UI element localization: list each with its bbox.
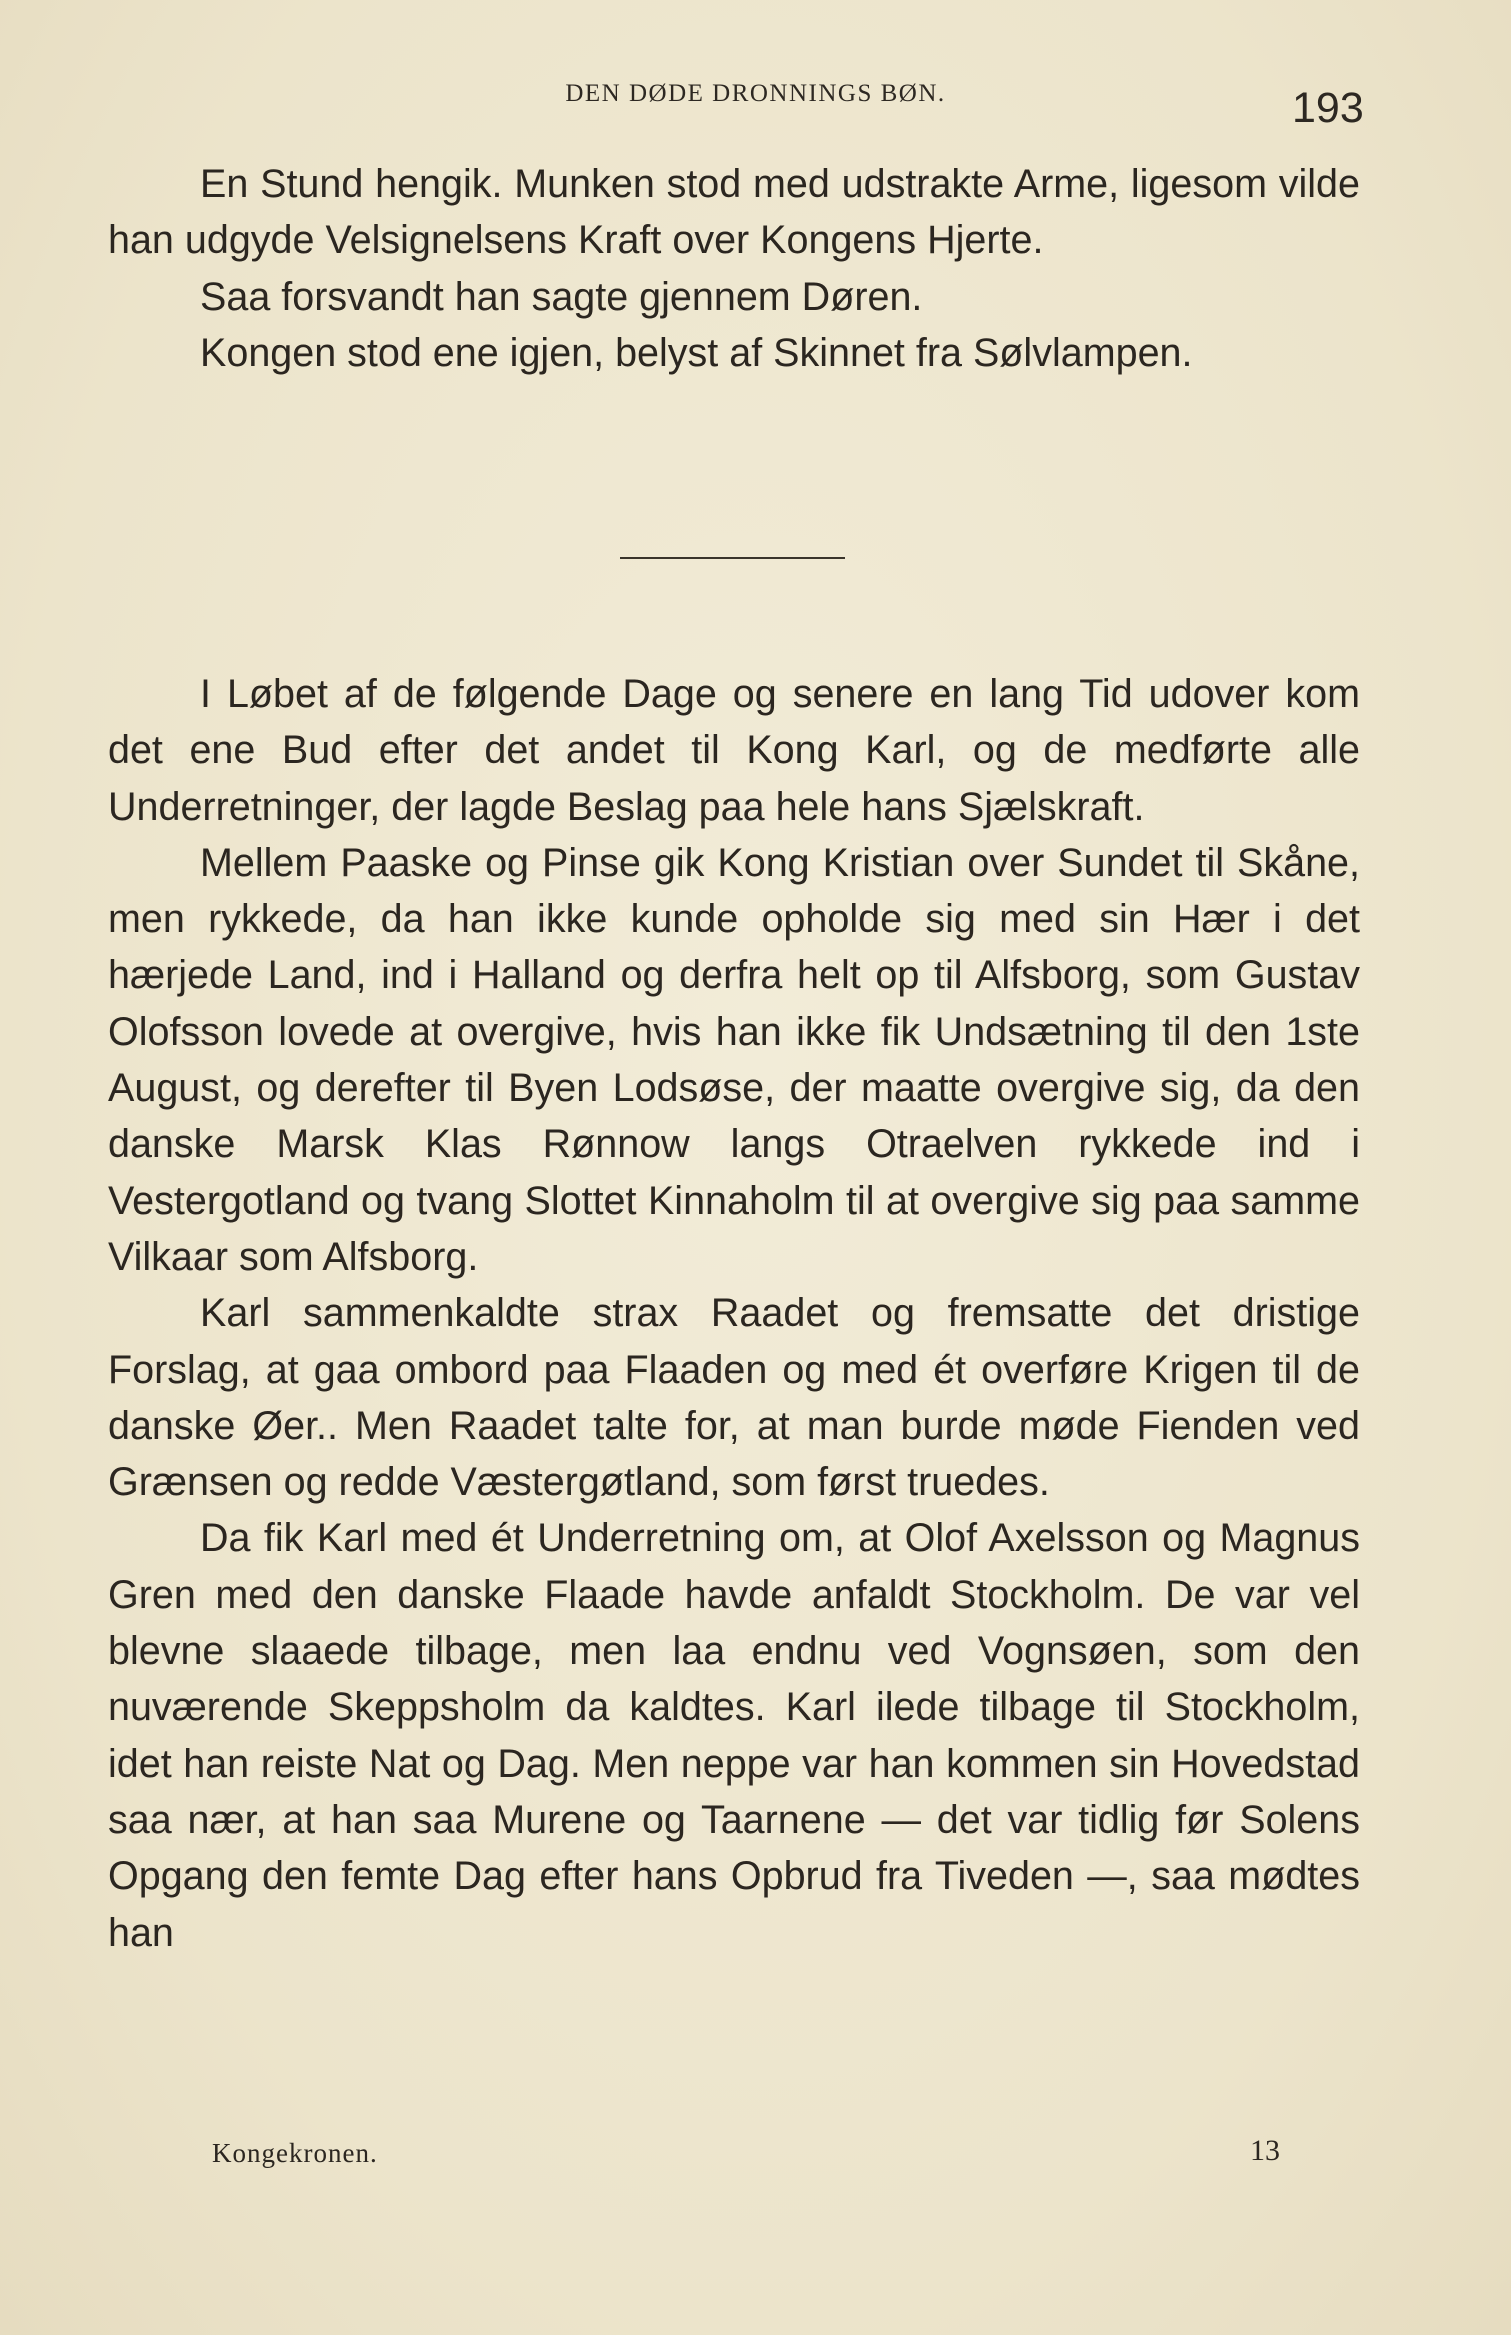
paragraph: Da fik Karl med ét Underretning om, at Olof Axelsson og Magnus Gren med den danske Flaade havde anfaldt Stockholm. De var vel blevne slaaede tilbage, men laa endnu ved Vognsøen, som den nuværende Skeppsholm da kaldtes. Karl ilede tilbage til Stockholm, idet han reiste Nat og Dag. Men neppe var han kommen sin Hovedstad saa nær, at han saa Murene og Taarnene — det var tidlig før Solens Opgang den femte Dag efter hans Opbrud fra Tiveden —, saa mødtes han [108, 1516, 1360, 1955]
paragraph: En Stund hengik. Munken stod med udstrakte Arme, ligesom vilde han udgyde Velsignelsens Kraft over Kongens Hjerte. [108, 162, 1360, 263]
paragraph: Saa forsvandt han sagte gjennem Døren. [200, 274, 923, 319]
paragraph: Karl sammenkaldte strax Raadet og fremsatte det dristige Forslag, at gaa ombord paa Flaaden og med ét overføre Krigen til de danske Øer.. Men Raadet talte for, at man burde møde Fienden ved Grænsen og redde Væstergøtland, som først truedes. [108, 1291, 1360, 1505]
page-number: 193 [1292, 84, 1364, 132]
section-divider [620, 557, 845, 559]
signature-title: Kongekronen. [212, 2138, 378, 2168]
paragraph: Kongen stod ene igjen, belyst af Skinnet fra Sølvlampen. [200, 330, 1193, 375]
section-one [108, 156, 1360, 381]
paragraph: Mellem Paaske og Pinse gik Kong Kristian over Sundet til Skåne, men rykkede, da han ikke kunde opholde sig med sin Hær i det hærjede Land, ind i Halland og derfra helt op til Alfsborg, som Gustav Olofsson lovede at overgive, hvis han ikke fik Undsætning til den 1ste August, og derefter til Byen Lodsøse, der maatte overgive sig, da den danske Marsk Klas Rønnow langs Otraelven rykkede ind i Vestergotland og tvang Slottet Kinnaholm til at overgive sig paa samme Vilkaar som Alfsborg. [108, 840, 1360, 1279]
section-two [108, 666, 1360, 1961]
signature-mark: 13 [1250, 2134, 1280, 2167]
paragraph: I Løbet af de følgende Dage og senere en lang Tid udover kom det ene Bud efter det andet til Kong Karl, og de medførte alle Underretninger, der lagde Beslag paa hele hans Sjælskraft. [108, 672, 1360, 829]
running-title: DEN DØDE DRONNINGS BØN. [565, 80, 946, 107]
